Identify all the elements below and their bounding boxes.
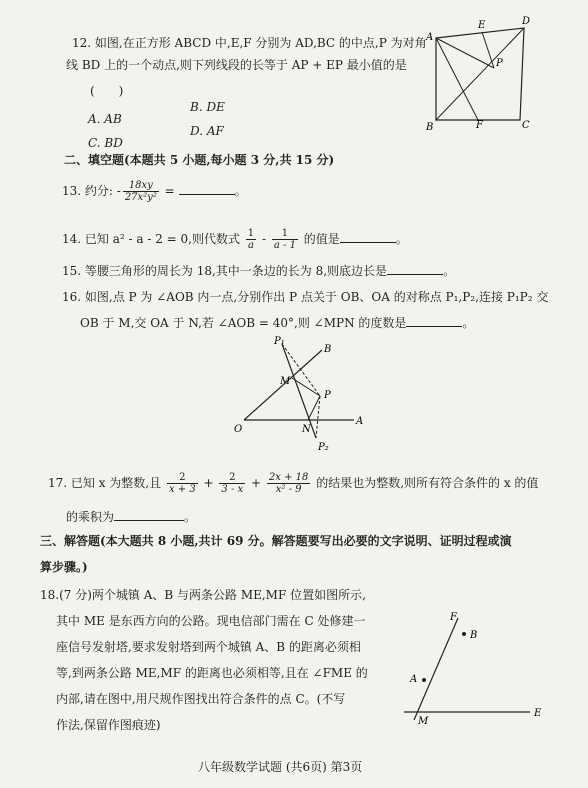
q17-fraction2 (219, 472, 245, 495)
label-e: E (478, 20, 486, 31)
q18-line5: 内部,请在图中,用尺规作图找出符合条件的点 C。(不写 (56, 692, 346, 706)
q18-line4: 等,到两条公路 ME,MF 的距离也必须相等,且在 ∠FME 的 (56, 666, 368, 680)
q13-num: 18xy (123, 180, 159, 192)
segment-mp (292, 378, 320, 396)
q18-line2: 其中 ME 是东西方向的公路。现电信部门需在 C 处修建一 (56, 614, 366, 628)
q13-end: 。 (234, 184, 247, 198)
q17-text-line2: 的乘积为 (66, 510, 115, 524)
q18-line6: 作法,保留作图痕迹) (56, 718, 161, 732)
q14-f2-num: 1 (272, 228, 298, 240)
q12-number: 12. (72, 36, 92, 50)
q14-blank (340, 232, 396, 243)
q15-blank (387, 264, 443, 275)
page-footer: 八年级数学试题 (共6页) 第3页 (198, 760, 363, 774)
q12-text-line1: 如图,在正方形 ABCD 中,E,F 分别为 AD,BC 的中点,P 为对角 (94, 36, 427, 50)
label-n: N (302, 424, 311, 435)
label-b2: B (324, 344, 332, 355)
q14-fraction2 (272, 228, 298, 251)
q17-post: 的结果也为整数,则所有符合条件的 x 的值 (316, 476, 539, 490)
q13-fraction (123, 180, 159, 203)
q17-line2 (66, 510, 196, 524)
q17-blank (114, 510, 184, 521)
q17-line1 (48, 472, 538, 495)
section3-line2: 算步骤。) (40, 560, 88, 574)
q12-option-c: C. BD (88, 136, 123, 150)
segment-af (436, 38, 478, 120)
segment-p1p2 (282, 344, 316, 438)
diagonal-bd (436, 28, 524, 120)
q14-f1-num: 1 (247, 228, 255, 239)
q14-minus: - (262, 232, 267, 246)
label-a2: A (356, 416, 364, 427)
label-b3: B (470, 630, 478, 641)
q14 (62, 228, 408, 251)
q17-f3-den: x² - 9 (275, 484, 302, 495)
label-o: O (234, 424, 243, 435)
label-c: C (522, 120, 530, 130)
q17-f1-num: 2 (167, 472, 198, 484)
dashed-p1p (282, 344, 320, 396)
label-p2pt: P (324, 390, 331, 401)
label-e2: E (534, 708, 542, 719)
q13-text: 13. 约分: - (62, 184, 121, 198)
q14-pre: 14. 已知 a² - a - 2 = 0,则代数式 (62, 232, 240, 246)
label-p2: P₂ (318, 442, 329, 453)
q12-option-b: B. DE (190, 100, 225, 114)
q17-plus1: + (203, 476, 214, 490)
q14-fraction1 (246, 228, 256, 251)
q12-paren: ( ) (90, 84, 124, 98)
label-b: B (426, 122, 434, 130)
label-m2: M (418, 716, 429, 726)
q12-square-figure (420, 10, 540, 130)
q12-option-d: D. AF (190, 124, 224, 138)
town-a-dot (422, 678, 426, 682)
q12-line1 (72, 36, 427, 50)
q14-f1-den: a (248, 240, 254, 251)
q13-eq: = (164, 184, 175, 198)
q14-post: 的值是 (303, 232, 340, 246)
town-b-dot (462, 632, 466, 636)
q17-f2-num: 2 (219, 472, 245, 484)
q15-text: 15. 等腰三角形的周长为 18,其中一条边的长为 8,则底边长是 (62, 264, 388, 278)
q18-line1: 18.(7 分)两个城镇 A、B 与两条公路 ME,MF 位置如图所示, (40, 588, 366, 602)
q16-line1: 16. 如图,点 P 为 ∠AOB 内一点,分别作出 P 点关于 OB、OA 的对称点 P₁,P₂,连接 P₁P₂ 交 (62, 290, 549, 304)
q17-fraction3 (267, 472, 310, 495)
label-a3: A (410, 674, 418, 685)
q16-blank (406, 316, 462, 327)
q16-text-line2: OB 于 M,交 OA 于 N,若 ∠AOB = 40°,则 ∠MPN 的度数是 (80, 316, 407, 330)
q15 (62, 264, 455, 278)
q14-end: 。 (395, 232, 408, 246)
q16-end: 。 (462, 316, 475, 330)
q17-plus2: + (251, 476, 262, 490)
label-p1: P₁ (274, 336, 285, 347)
q12-option-a: A. AB (88, 112, 122, 126)
q17-fraction1 (167, 472, 198, 495)
q13-blank (179, 184, 235, 195)
label-p: P (496, 58, 503, 69)
label-m: M (280, 376, 291, 387)
q14-f2-den: a - 1 (273, 240, 296, 251)
label-d: D (522, 16, 531, 27)
q17-f2-den: 3 - x (221, 484, 244, 495)
section2-title: 二、填空题(本题共 5 小题,每小题 3 分,共 15 分) (64, 153, 335, 167)
q17-end: 。 (184, 510, 197, 524)
q16-angle-figure (230, 334, 380, 456)
q17-pre: 17. 已知 x 为整数,且 (48, 476, 162, 490)
q15-end: 。 (443, 264, 456, 278)
q17-f3-num: 2x + 18 (268, 472, 309, 483)
label-a: A (426, 32, 434, 43)
label-f2: F (450, 612, 457, 623)
q18-line3: 座信号发射塔,要求发射塔到两个城镇 A、B 的距离必须相 (56, 640, 361, 654)
q18-roads-figure (400, 608, 550, 726)
q17-f1-den: x + 3 (168, 484, 196, 495)
q13 (62, 180, 247, 203)
q16-line2 (80, 316, 474, 330)
section3-line1: 三、解答题(本大题共 8 小题,共计 69 分。解答题要写出必要的文字说明、证明过程或演 (40, 534, 512, 548)
q12-text-line2: 线 BD 上的一个动点,则下列线段的长等于 AP + EP 最小值的是 (66, 58, 407, 72)
label-f: F (476, 120, 483, 130)
q13-den: 27x²y² (124, 192, 157, 203)
road-mf (414, 618, 458, 720)
